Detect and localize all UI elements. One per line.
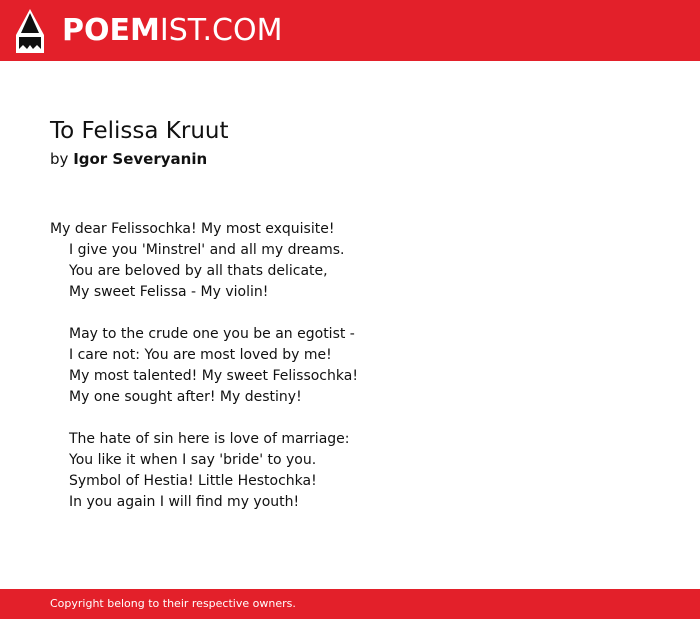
poem-line: I give you 'Minstrel' and all my dreams. [69, 242, 345, 258]
site-logo[interactable] [62, 11, 282, 51]
stanza-break [50, 408, 650, 429]
byline [50, 149, 207, 169]
author-name: Igor Severyanin [73, 150, 208, 168]
poem-line: You like it when I say 'bride' to you. [69, 452, 317, 468]
poem-line: The hate of sin here is love of marriage: [69, 431, 350, 447]
site-header [0, 0, 700, 61]
pencil-icon[interactable] [16, 9, 44, 53]
site-footer [0, 589, 700, 619]
poem-line: My one sought after! My destiny! [69, 389, 302, 405]
poem-line: Symbol of Hestia! Little Hestochka! [69, 473, 317, 489]
stanza-break [50, 303, 650, 324]
poem-line: My dear Felissochka! My most exquisite! [50, 221, 335, 237]
poem-line: I care not: You are most loved by me! [69, 347, 332, 363]
logo-bold-text: POEM [62, 13, 160, 48]
poem-body [50, 219, 650, 513]
by-label: by [50, 150, 69, 168]
poem-line: You are beloved by all thats delicate, [69, 263, 328, 279]
poem-line: In you again I will find my youth! [69, 494, 300, 510]
poem-line: My sweet Felissa - My violin! [69, 284, 269, 300]
copyright-text: Copyright belong to their respective owners. [50, 597, 296, 610]
poem-line: My most talented! My sweet Felissochka! [69, 368, 358, 384]
logo-light-text: IST.COM [159, 13, 283, 48]
poem-line: May to the crude one you be an egotist - [69, 326, 355, 342]
poem-title: To Felissa Kruut [50, 118, 229, 144]
